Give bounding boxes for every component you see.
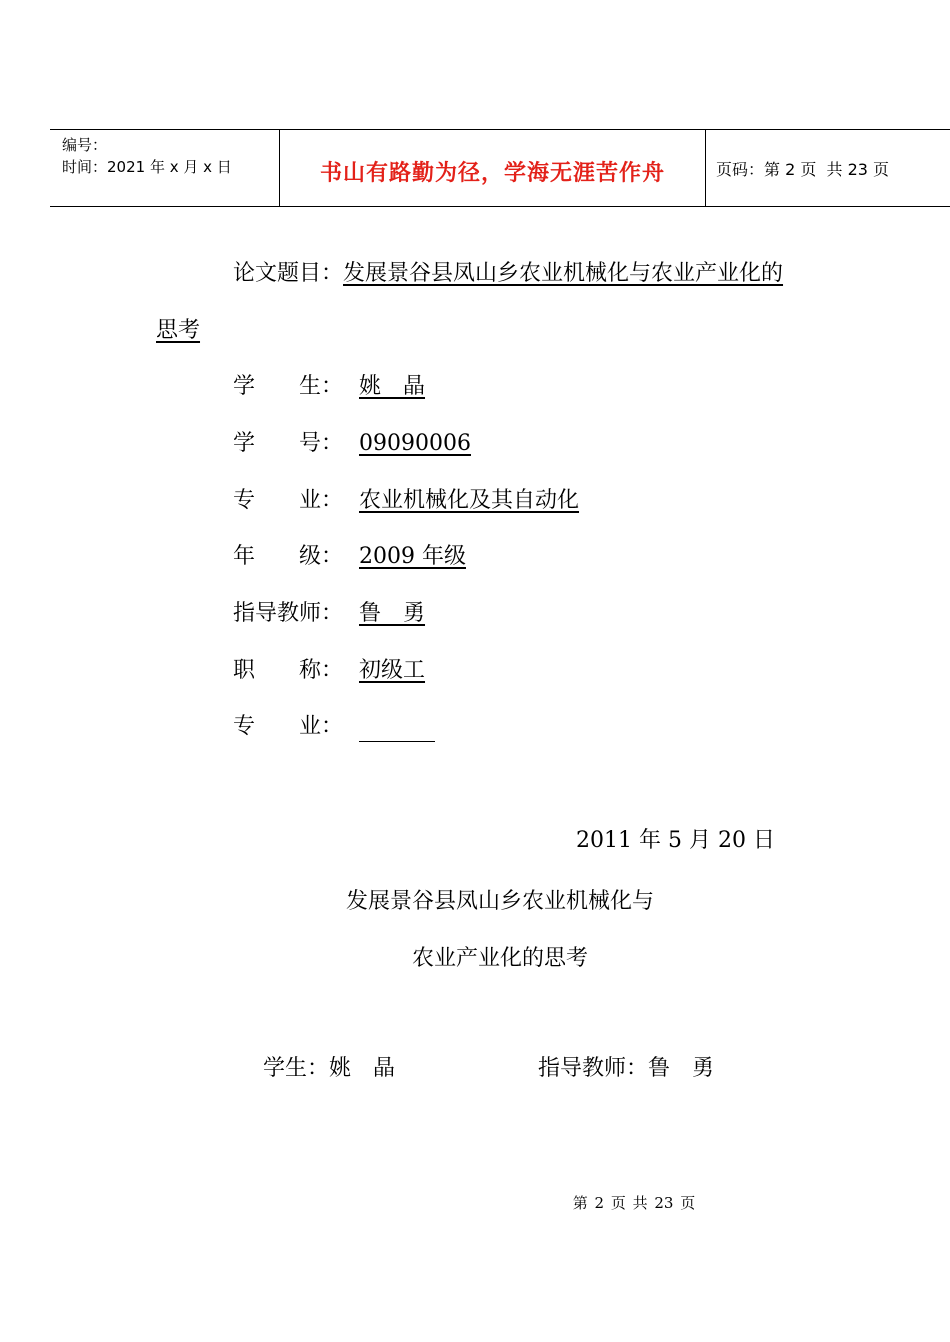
thesis-title-value-2: 思考 [156,318,201,343]
time-label: 时间：2021 年 x 月 x 日 [62,158,232,176]
field-label: 专 业： [233,714,344,739]
header-motto-cell [280,130,706,206]
page-info: 页码：第 2 页 共 23 页 [716,159,890,179]
thesis-title-label: 论文题目： [233,261,344,286]
field-value: 姚 晶 [359,374,426,399]
thesis-title-line-1 [233,259,783,289]
field-value: 初级工 [359,658,426,683]
article-title-line-1: 发展景谷县凤山乡农业机械化与 [345,889,654,914]
number-label: 编号： [62,136,108,154]
field-student-id [233,429,471,459]
thesis-title-line-2 [156,316,200,346]
header-page-cell [706,130,950,206]
field-label: 年 级： [233,544,344,569]
blank-underline [359,717,435,742]
header-meta-cell [50,130,280,206]
thesis-title-value-1: 发展景谷县凤山乡农业机械化与农业产业化的 [343,261,784,286]
page-footer: 第 2 页 共 23 页 [572,1194,696,1212]
field-title-rank [233,656,425,686]
field-label: 学 生： [233,374,344,399]
field-advisor [233,599,425,629]
motto-text: 书山有路勤为径，学海无涯苦作舟 [319,160,665,186]
field-grade [233,542,466,572]
field-label: 专 业： [233,488,344,513]
field-student [233,372,425,402]
field-value: 2009 年级 [359,544,466,569]
article-title-line-2: 农业产业化的思考 [411,946,588,971]
field-value: 鲁 勇 [359,601,426,626]
cover-date: 2011 年 5 月 20 日 [576,828,775,853]
field-label: 学 号： [233,431,344,456]
document-header [50,129,950,207]
field-label: 指导教师： [233,601,344,626]
field-value: 农业机械化及其自动化 [359,488,580,513]
field-label: 职 称： [233,658,344,683]
field-major-blank [233,712,435,742]
article-student: 学生：姚 晶 [263,1056,396,1081]
field-major [233,486,579,516]
article-advisor: 指导教师：鲁 勇 [538,1056,715,1081]
field-value: 09090006 [359,431,471,456]
